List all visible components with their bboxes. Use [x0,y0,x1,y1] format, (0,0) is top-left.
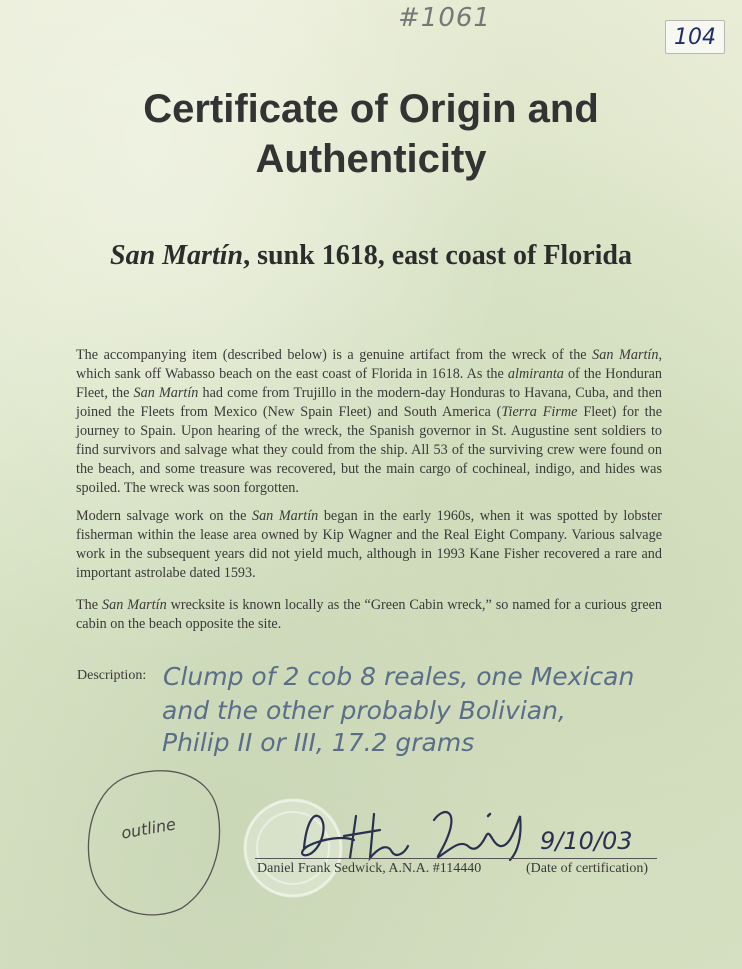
handwritten-reference-number: #1061 [398,3,491,33]
history-paragraph [76,346,662,498]
salvage-paragraph [76,507,662,583]
p2-text-a: Modern salvage work on the [76,508,252,524]
title-line-1: Certificate of Origin and [143,87,599,131]
p3-text-a: The [76,597,103,613]
certificate-subtitle [0,240,742,272]
p1-text-c: , which sank off Wabasso beach on the east coast of Florida in 1618. As the [76,347,662,382]
page-number-text: 104 [674,24,716,50]
coin-outline-drawing [82,763,232,923]
p2-ship-name: San Martín [251,508,319,524]
title-line-2: Authenticity [255,137,487,181]
certification-date-handwritten: 9/10/03 [540,827,633,855]
signature-line [255,858,657,859]
date-of-certification-label: (Date of certification) [526,861,649,876]
outline-label: outline [119,814,178,843]
p3-text-c: wrecksite is known locally as the “Green Cabin wreck,” so named for a curious green cabin on the beach opposite the site. [76,597,663,632]
p3-ship-name: San Martín [102,597,167,613]
description-label: Description: [77,668,147,683]
p1-almiranta: almiranta [507,366,564,382]
page-number-sticker [665,20,725,54]
p1-text-a: The accompanying item (described below) is a genuine artifact from the wreck of the [76,347,593,363]
description-line-2: and the other probably Bolivian, [162,696,566,725]
p1-text-i: Fleet) for the journey to Spain. Upon hearing of the wreck, the Spanish governor in St. Augustine sent soldiers to find survivors and salvage what they could from the ship. All 53 of the surviving crew were found on the beach, and some treasure was recovered, but the main cargo of cochineal, indigo, and hides was spoiled. The wreck was soon forgotten. [76,404,663,496]
description-line-1: Clump of 2 cob 8 reales, one Mexican [163,662,635,691]
p2-text-c: began in the early 1960s, when it was spotted by lobster fisherman within the lease area owned by Kip Wagner and the Real Eight Company. Various salvage work in the subsequent years did not yield much, although in 1993 Kane Fisher recovered a rare and important astrolabe dated 1593. [76,508,662,581]
certificate-title [0,84,742,184]
p1-tierra-firme: Tierra Firme [501,404,578,420]
p1-ship-name: San Martín [592,347,659,363]
description-line-3: Philip II or III, 17.2 grams [162,728,475,757]
p1-text-g: had come from Trujillo in the modern-day Honduras to Havana, Cuba, and then joined the Fleets from Mexico (New Spain Fleet) and South America ( [76,385,662,420]
p1-text-e: of the Honduran Fleet, the [76,366,663,401]
p1-ship-name-2: San Martín [133,385,199,401]
subtitle-rest: , sunk 1618, east coast of Florida [243,240,632,271]
signer-name: Daniel Frank Sedwick, A.N.A. #114440 [257,861,482,876]
subtitle-ship-name: San Martín [110,240,244,271]
wrecksite-paragraph [76,596,662,634]
